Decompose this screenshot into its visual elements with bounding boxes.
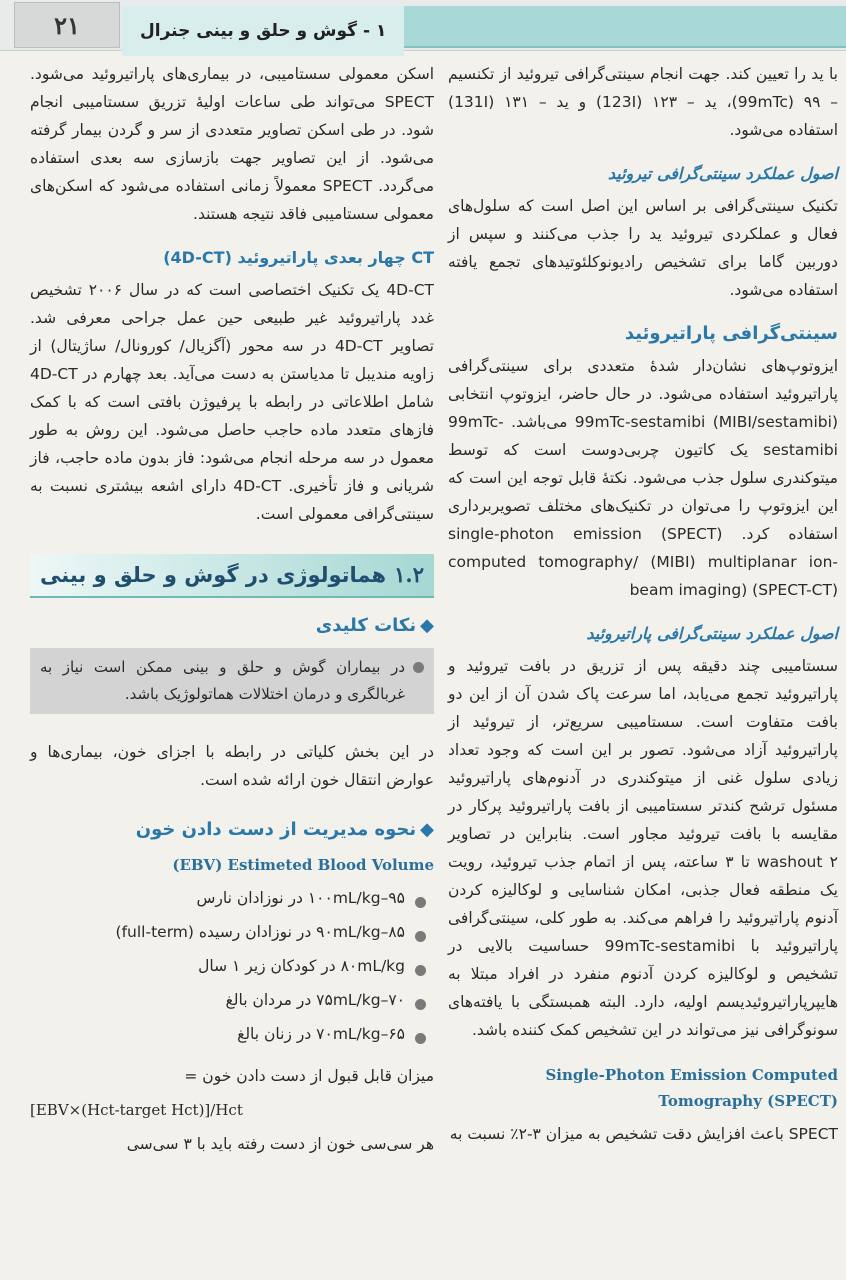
thyroid-principle-paragraph: تکنیک سینتی‌گرافی بر اساس این اصل است که سلول‌های فعال و عملکردی تیروئید ید را جذب می‌کنند و سپس از دوربین گاما برای تشخیص رادیونوکلئوتیدهای تجمع یافته استفاده می‌شود. <box>448 197 838 299</box>
parathyroid-principle-heading: اصول عملکرد سینتی‌گرافی پاراتیروئید <box>586 624 838 643</box>
section-heading-bar <box>30 554 434 598</box>
parathyroid-principle-paragraph: سستامیبی چند دقیقه پس از تزریق در بافت تیروئید و پاراتیروئید تجمع می‌یابد، اما سرعت پاک شدن آن از این دو بافت متفاوت است. سستامیبی سریع‌تر، از تیروئید از پاراتیروئید آزاد می‌شود. تصور بر این است که وجود تعداد زیادی سلول غنی از میتوکندری در آدنوم‌های پاراتیروئید مسئول ترشح کندتر سستامیبی از بافت پاراتیروئید پرکار در مقایسه با بافت تیروئید مجاور است. بنابراین در تصاویر washout ۲ تا ۳ ساعته، پس از اتمام جذب تیروئید، رویت یک منطقه فعال جذبی، امکان شناسایی و لوکالیزه کردن آدنوم پاراتیروئید را فراهم می‌کند. به طور کلی، سینتی‌گرافی پاراتیروئید با 99mTc-sestamibi حساسیت بالایی در تشخیص و لوکالیزه کردن آدنوم منفرد در افراد مبتلا به هایپرپاراتیروئیدیسم اولیه، دارد. البته همبستگی با یافته‌های سونوگرافی نیز می‌تواند در این تشخیص کمک کننده باشد. <box>448 657 839 1039</box>
section-number: ۱.۲ <box>394 562 424 587</box>
key-points-box <box>30 648 434 714</box>
bullet-dot-icon <box>415 1033 426 1044</box>
4dct-heading: CT چهار بعدی پاراتیروئید (4D-CT) <box>163 248 434 267</box>
chapter-title: ۱ - گوش و حلق و بینی جنرال <box>122 6 404 56</box>
ebv-heading: (EBV) Estimeted Blood Volume <box>172 856 434 874</box>
parathyroid-scintigraphy-heading: سینتی‌گرافی پاراتیروئید <box>624 323 838 344</box>
ebv-list <box>30 884 434 1048</box>
chapter-band <box>122 6 846 48</box>
list-item: ۹۵–۱۰۰mL/kg در نوزادان نارس <box>30 884 434 912</box>
bullet-dot-icon <box>415 999 426 1010</box>
bullet-dot-icon <box>415 931 426 942</box>
list-item: ۶۵–۷۰mL/kg در زنان بالغ <box>30 1020 434 1048</box>
bullet-dot-icon <box>415 897 426 908</box>
key-points-heading: ◆نکات کلیدی <box>315 615 434 636</box>
thyroid-isotopes-paragraph: با ید را تعیین کند. جهت انجام سینتی‌گرافی تیروئید از تکنسیم – ۹۹ (99mTc)، ید – ۱۲۳ (123I) و ید – ۱۳۱ (131I) استفاده می‌شود. <box>448 65 838 139</box>
list-item: ۷۰–۷۵mL/kg در مردان بالغ <box>30 986 434 1014</box>
right-column <box>448 60 838 1152</box>
blood-intro-paragraph: در این بخش کلیاتی در رابطه با اجزای خون، بیماری‌ها و عوارض انتقال خون ارائه شده است. <box>30 743 434 789</box>
blood-loss-heading: ◆نحوه مدیریت از دست دادن خون <box>135 819 434 840</box>
allowable-loss-formula: [EBV×(Hct-target Hct)]/Hct <box>30 1101 243 1119</box>
diamond-icon: ◆ <box>420 819 434 840</box>
thyroid-principle-heading: اصول عملکرد سینتی‌گرافی تیروئید <box>607 164 838 183</box>
page-number: ۲۱ <box>14 2 120 48</box>
list-item: ۸۵–۹۰mL/kg در نوزادان رسیده (full-term) <box>30 918 434 946</box>
list-item: ۸۰mL/kg در کودکان زیر ۱ سال <box>30 952 434 980</box>
key-point-item <box>40 654 424 708</box>
allowable-loss-text: میزان قابل قبول از دست دادن خون = <box>184 1067 434 1085</box>
spect-continuation-paragraph: اسکن معمولی سستامیبی، در بیماری‌های پاراتیروئید می‌شود. SPECT می‌تواند طی ساعات اولیهٔ تزریق سستامیبی انجام شود. در طی اسکن تصاویر متعددی از سر و گردن بیمار گرفته می‌شود. از این تصاویر جهت بازسازی سه بعدی استفاده می‌گردد. SPECT معمولاً زمانی استفاده می‌شود که اسکن‌های معمولی سستامیبی فاقد نتیجه هستند. <box>30 65 434 223</box>
section-title: هماتولوژی در گوش و حلق و بینی <box>40 563 387 587</box>
diamond-icon: ◆ <box>420 615 434 636</box>
parathyroid-scintigraphy-paragraph: ایزوتوپ‌های نشان‌دار شدهٔ متعددی برای سینتی‌گرافی پاراتیروئید استفاده می‌شود. در حال حاضر، ایزوتوپ انتخابی 99mTc-sestamibi (MIBI/sestamibi) می‌باشد. 99mTc-sestamibi یک کاتیون چربی‌دوست است که توسط میتوکندری سلول جذب می‌شود. نکتهٔ قابل توجه این است که این ایزوتوپ را می‌توان در تکنیک‌های مختلف تصویربرداری استفاده کرد. (SPECT) single-photon emission computed tomography/ (MIBI) multiplanar ion-beam imaging) (SPECT-CT) <box>448 357 838 599</box>
left-column <box>30 60 434 1162</box>
bullet-dot-icon <box>413 662 424 673</box>
page-header <box>0 0 846 51</box>
replacement-text: هر سی‌سی خون از دست رفته باید با ۳ سی‌سی <box>126 1135 434 1153</box>
4dct-paragraph: 4D-CT یک تکنیک اختصاصی است که در سال ۲۰۰۶ تشخیص غدد پاراتیروئید غیر طبیعی حین عمل جراحی معرفی شد. تصاویر 4D-CT در سه محور (آگزیال/ کورونال/ ساژیتال) از زاویه مندیبل تا مدیاستن به دست می‌آید. بعد چهارم در 4D-CT شامل اطلاعاتی در رابطه با پرفیوژن بافتی است که با کمک فازهای متعدد ماده حاجب حاصل می‌شود. این روش به طور معمول در سه مرحله انجام می‌شود: فاز بدون ماده حاجب، فاز شریانی و فاز تأخیری. 4D-CT دارای اشعه بیشتری نسبت به سینتی‌گرافی معمولی است. <box>30 281 434 523</box>
bullet-dot-icon <box>415 965 426 976</box>
spect-intro-paragraph: SPECT باعث افزایش دقت تشخیص به میزان ۳-۲٪ نسبت به <box>449 1125 838 1143</box>
spect-heading: Single-Photon Emission Computed Tomography (SPECT) <box>545 1066 838 1110</box>
key-point-text: در بیماران گوش و حلق و بینی ممکن است نیاز به غربالگری و درمان اختلالات هماتولوژیک باشد. <box>40 658 405 703</box>
